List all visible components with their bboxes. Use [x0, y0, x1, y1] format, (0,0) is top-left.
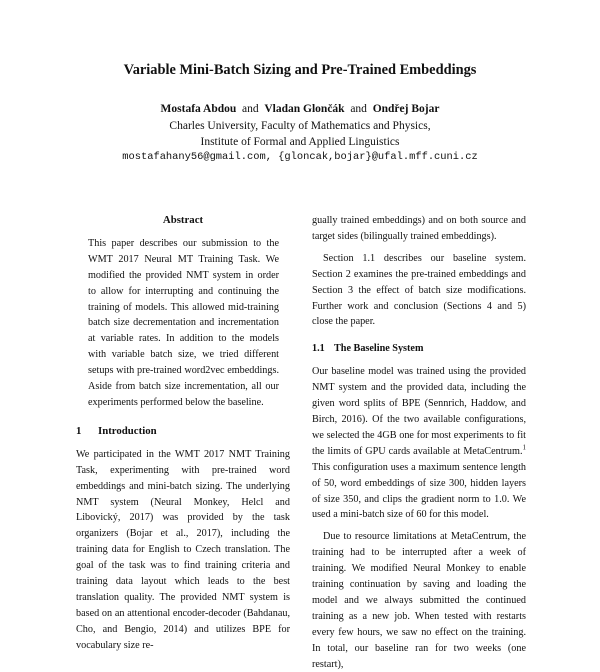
baseline-text-b: This configuration uses a maximum sentence length of 50, word embeddings of size 300, hidden layers of size 350, and clips the gradient norm to 1.0. We used a mini-batch size of 60 for this model. [312, 461, 526, 521]
author-name: Mostafa Abdou [160, 103, 237, 115]
section-number: 1 [76, 424, 82, 437]
subsection-heading-baseline [312, 341, 526, 357]
affiliation-line-1: Charles University, Faculty of Mathematics and Physics, [169, 120, 431, 132]
author-emails: mostafahany56@gmail.com, {gloncak,bojar}@ufal.mff.cuni.cz [122, 151, 478, 163]
introduction-paragraph-overview: Section 1.1 describes our baseline system. Section 2 examines the pre-trained embeddings and Section 3 the effect of batch size modifications. Further work and conclusion (Sections 4 and 5) close the paper. [312, 252, 526, 328]
author-separator: and [242, 103, 259, 115]
baseline-paragraph [312, 364, 526, 523]
author-name: Vladan Glončák [264, 103, 345, 115]
baseline-paragraph-2: Due to resource limitations at MetaCentrum, the training had to be interrupted after a week of training. We modified Neural Monkey to enable training continuation by saving and loading the model and we always submitted the continued training as a new job. When tested with restarts every few hours, we saw no effect on the training. In total, our baseline ran for two weeks (one restart), [312, 531, 526, 670]
left-column [76, 213, 290, 654]
paper-title: Variable Mini-Batch Sizing and Pre-Trained Embeddings [123, 62, 477, 78]
footnote-marker: 1 [522, 443, 526, 452]
abstract-text: This paper describes our submission to the WMT 2017 Neural MT Training Task. We modified the provided NMT system in order to allow for interrupting and continuing the training of models. This allowed mid-training batch size decrementation and incrementation at variable rates. In addition to the models with variable batch size, we tried different setups with pre-trained word2vec embeddings. Aside from batch size incrementation, all our experiments performed below the baseline. [88, 237, 279, 408]
author-name: Ondřej Bojar [372, 103, 440, 115]
subsection-title: The Baseline System [334, 343, 424, 355]
right-column [312, 213, 526, 672]
introduction-paragraph-continued: gually trained embeddings) and on both source and target sides (bilingually trained embeddings). [312, 215, 526, 242]
section-title: Introduction [98, 424, 157, 437]
affiliation-line-2: Institute of Formal and Applied Linguistics [200, 136, 400, 148]
author-separator: and [350, 103, 367, 115]
baseline-text-a: Our baseline model was trained using the provided NMT system and the provided data, including the given word splits of BPE (Sennrich, Haddow, and Birch, 2016). Of the two available configurations, we selected the 4GB one for most experiments to fit the limits of GPU cards available at MetaCentrum. [312, 366, 526, 457]
subsection-number: 1.1 [312, 343, 325, 355]
abstract-heading: Abstract [162, 214, 204, 226]
section-heading-introduction [76, 424, 290, 440]
introduction-paragraph: We participated in the WMT 2017 NMT Training Task, experimenting with pre-trained word embeddings and mini-batch sizing. The underlying NMT system (Neural Monkey, Helcl and Libovický, 2017) was provided by the task organizers (Bojar et al., 2017), including the training data for English to Czech translation. The goal of the task was to find training criteria and training data layout which leads to the best translation quality. The provided NMT system is based on an attentional encoder-decoder (Bahdanau, Cho, and Bengio, 2014) and utilizes BPE for vocabulary size re- [76, 448, 290, 651]
author-list [0, 103, 600, 115]
